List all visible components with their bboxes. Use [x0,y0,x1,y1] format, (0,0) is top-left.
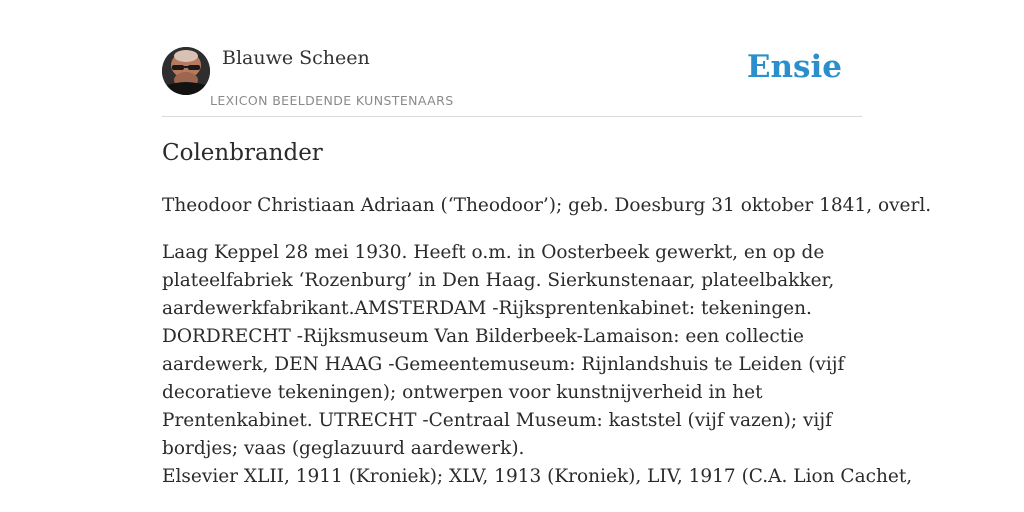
article-paragraph-3: Elsevier XLII, 1911 (Kroniek); XLV, 1913 (Kroniek), LIV, 1917 (C.A. Lion Cachet, [162,466,913,487]
author-name[interactable]: Blauwe Scheen [222,47,370,69]
article-title: Colenbrander [162,140,323,166]
article-paragraph-2: Laag Keppel 28 mei 1930. Heeft o.m. in Oosterbeek gewerkt, en op de plateelfabriek ‘Rozenburg’ in Den Haag. Sierkunstenaar, plateelbakker, aardewerkfabrikant.AMSTERDAM -Rijksprentenkabinet: tekeningen. DORDRECHT -Rijksmuseum Van Bilderbeek-Lamaison: een collectie aardewerk, DEN HAAG -Gemeentemuseum: Rijnlandshuis te Leiden (vijf decoratieve tekeningen); ontwerpen voor kunstnijverheid in het Prentenkabinet. UTRECHT -Centraal Museum: kaststel (vijf vazen); vijf bordjes; vaas (geglazuurd aardewerk). [162,242,845,459]
page-header [162,44,862,117]
brand-logo[interactable]: Ensie [746,49,842,85]
avatar-photo [162,47,210,95]
category-label[interactable]: LEXICON BEELDENDE KUNSTENAARS [210,93,454,108]
author-avatar[interactable] [162,47,210,95]
article-paragraph-1: Theodoor Christiaan Adriaan (‘Theodoor’); geb. Doesburg 31 oktober 1841, overl. [162,195,932,216]
